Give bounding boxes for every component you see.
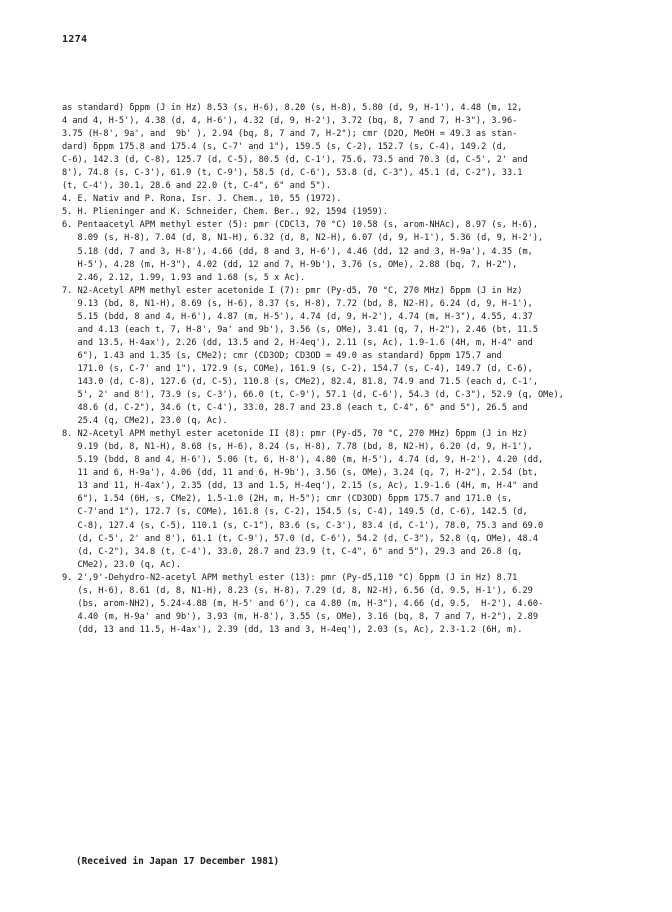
text-line: 13 and 11, H-4ax'), 2.35 (dd, 13 and 1.5, H-4eq'), 2.15 (s, Ac), 1.9-1.6 (4H, m, H-4" and <box>62 481 538 492</box>
text-line: 6. Pentaacetyl APM methyl ester (5): pmr (CDCl3, 70 °C) 10.58 (s, arom-NHAc), 8.97 (s, H-6), <box>62 220 538 231</box>
text-line: CMe2), 23.0 (q, Ac). <box>62 559 181 570</box>
text-line: 2.46, 2.12, 1.99, 1.93 and 1.68 (s, 5 x Ac). <box>62 272 306 283</box>
text-line: (bs, arom-NH2), 5.24-4.88 (m, H-5' and 6'), ca 4.80 (m, H-3"), 4.66 (d, 9.5, H-2'), 4.60- <box>62 598 544 609</box>
text-line: (d, C-5', 2' and 8'), 61.1 (t, C-9'), 57.0 (d, C-6'), 54.2 (d, C-3"), 52.8 (q, OMe), 48.4 <box>62 533 538 544</box>
text-line: 6"), 1.54 (6H, s, CMe2), 1.5-1.0 (2H, m, H-5"); cmr (CD3OD) δppm 175.7 and 171.0 (s, <box>62 494 513 505</box>
text-line: (s, H-6), 8.61 (d, 8, N1-H), 8.23 (s, H-8), 7.29 (d, 8, N2-H), 6.56 (d, 9.5, H-1'), 6.29 <box>62 585 533 596</box>
text-line: as standard) δppm (J in Hz) 8.53 (s, H-6), 8.20 (s, H-8), 5.80 (d, 9, H-1'), 4.48 (m, 12, <box>62 103 523 113</box>
text-line: (dd, 13 and 11.5, H-4ax'), 2.39 (dd, 13 and 3, H-4eq'), 2.03 (s, Ac), 2.3-1.2 (6H, m). <box>62 624 523 635</box>
text-line: 8. N2-Acetyl APM methyl ester acetonide II (8): pmr (Py-d5, 70 °C, 270 MHz) δppm (J in Hz) <box>62 429 528 440</box>
text-line: dard) δppm 175.8 and 175.4 (s, C-7' and 1"), 159.5 (s, C-2), 152.7 (s, C-4), 149.2 (d, <box>62 142 507 153</box>
text-line: 8.09 (s, H-8), 7.04 (d, 8, N1-H), 6.32 (d, 8, N2-H), 6.07 (d, 9, H-1'), 5.36 (d, 9, H-2'), <box>62 233 544 244</box>
text-line: C-6), 142.3 (d, C-8), 125.7 (d, C-5), 80.5 (d, C-1'), 75.6, 73.5 and 70.3 (d, C-5', 2' and <box>62 155 528 166</box>
text-line: C-7'and 1"), 172.7 (s, COMe), 161.8 (s, C-2), 154.5 (s, C-4), 149.5 (d, C-6), 142.5 (d, <box>62 507 528 518</box>
text-line: 9. 2',9'-Dehydro-N2-acetyl APM methyl ester (13): pmr (Py-d5,110 °C) δppm (J in Hz) 8.71 <box>62 572 518 583</box>
text-line: C-8), 127.4 (s, C-5), 110.1 (s, C-1"), 83.6 (s, C-3'), 83.4 (d, C-1'), 78.0, 75.3 and 69.0 <box>62 520 544 531</box>
text-line: 9.13 (bd, 8, N1-H), 8.69 (s, H-6), 8.37 (s, H-8), 7.72 (bd, 8, N2-H), 6.24 (d, 9, H-1'), <box>62 298 533 309</box>
text-line: 8'), 74.8 (s, C-3'), 61.9 (t, C-9'), 58.5 (d, C-6'), 53.8 (d, C-3"), 45.1 (d, C-2"), 33.1 <box>62 168 523 179</box>
page-number: 1274 <box>62 34 88 45</box>
text-line: 5.18 (dd, 7 and 3, H-8'), 4.66 (dd, 8 and 3, H-6'), 4.46 (dd, 12 and 3, H-9a'), 4.35 (m, <box>62 246 533 257</box>
received-date: (Received in Japan 17 December 1981) <box>76 856 280 867</box>
references-body <box>62 102 622 637</box>
text-line: 11 and 6, H-9a'), 4.06 (dd, 11 and 6, H-9b'), 3.56 (s, OMe), 3.24 (q, 7, H-2"), 2.54 (bt, <box>62 468 538 479</box>
text-line: 5.19 (bdd, 8 and 4, H-6'), 5.06 (t, 6, H-8'), 4.80 (m, H-5'), 4.74 (d, 9, H-2'), 4.20 (dd, <box>62 455 544 466</box>
text-line: 48.6 (d, C-2"), 34.6 (t, C-4'), 33.0, 28.7 and 23.8 (each t, C-4", 6" and 5"), 26.5 and <box>62 403 528 414</box>
text-line: 9.19 (bd, 8, N1-H), 8.68 (s, H-6), 8.24 (s, H-8), 7.78 (bd, 8, N2-H), 6.20 (d, 9, H-1'), <box>62 442 533 453</box>
text-line: 3.75 (H-8', 9a', and 9b' ), 2.94 (bq, 8, 7 and 7, H-2"); cmr (D2O, MeOH = 49.3 as stan- <box>62 129 518 140</box>
text-line: 25.4 (q, CMe2), 23.0 (q, Ac). <box>62 416 228 427</box>
text-line: 4.40 (m, H-9a' and 9b'), 3.93 (m, H-8'), 3.55 (s, OMe), 3.16 (bq, 8, 7 and 7, H-2"), 2.89 <box>62 611 538 622</box>
text-line: 5. H. Plieninger and K. Schneider, Chem. Ber., 92, 1594 (1959). <box>62 207 388 218</box>
text-line: 4 and 4, H-5'), 4.38 (d, 4, H-6'), 4.32 (d, 9, H-2'), 3.72 (bq, 8, 7 and 7, H-3"), 3.96- <box>62 116 518 127</box>
text-line: 4. E. Nativ and P. Rona, Isr. J. Chem., 10, 55 (1972). <box>62 194 342 205</box>
text-line: 171.0 (s, C-7' and 1"), 172.9 (s, COMe), 161.9 (s, C-2), 154.7 (s, C-4), 149.7 (d, C-6), <box>62 363 533 374</box>
text-line: 6"), 1.43 and 1.35 (s, CMe2); cmr (CD3OD; CD3OD = 49.0 as standard) δppm 175.7 and <box>62 350 502 361</box>
text-line: and 4.13 (each t, 7, H-8', 9a' and 9b'), 3.56 (s, OMe), 3.41 (q, 7, H-2"), 2.46 (bt, 11.5 <box>62 324 538 335</box>
text-line: H-5'), 4.28 (m, H-3"), 4.02 (dd, 12 and 7, H-9b'), 3.76 (s, OMe), 2.88 (bq, 7, H-2"), <box>62 259 518 270</box>
text-line: 143.0 (d, C-8), 127.6 (d, C-5), 110.8 (s, CMe2), 82.4, 81.8, 74.9 and 71.5 (each d, C-1', <box>62 376 538 387</box>
text-line: and 13.5, H-4ax'), 2.26 (dd, 13.5 and 2, H-4eq'), 2.11 (s, Ac), 1.9-1.6 (4H, m, H-4" and <box>62 337 533 348</box>
text-line: (t, C-4'), 30.1, 28.6 and 22.0 (t, C-4", 6" and 5"). <box>62 181 332 192</box>
text-line: 7. N2-Acetyl APM methyl ester acetonide I (7): pmr (Py-d5, 70 °C, 270 MHz) δppm (J in Hz) <box>62 285 523 296</box>
text-line: 5', 2' and 8'), 73.9 (s, C-3'), 66.0 (t, C-9'), 57.1 (d, C-6'), 54.3 (d, C-3"), 52.9 (q, OMe), <box>62 390 564 401</box>
text-line: 5.15 (bdd, 8 and 4, H-6'), 4.87 (m, H-5'), 4.74 (d, 9, H-2'), 4.74 (m, H-3"), 4.55, 4.37 <box>62 311 533 322</box>
text-line: (d, C-2"), 34.8 (t, C-4'), 33.0, 28.7 and 23.9 (t, C-4", 6" and 5"), 29.3 and 26.8 (q, <box>62 546 523 557</box>
